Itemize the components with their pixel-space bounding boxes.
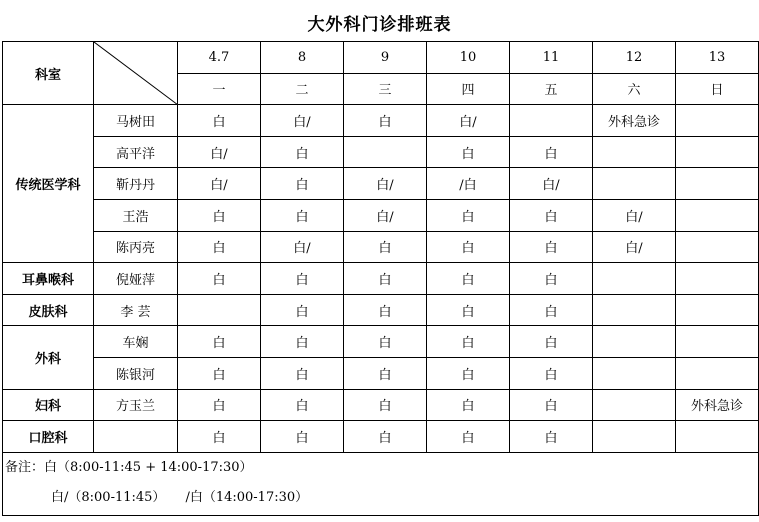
schedule-row xyxy=(3,326,759,358)
shift-cell: 白 xyxy=(344,357,427,389)
notes-cell xyxy=(3,452,759,515)
shift-cell: 白 xyxy=(344,105,427,137)
page-title: 大外科门诊排班表 xyxy=(307,15,452,35)
schedule-row xyxy=(3,199,759,231)
shift-cell xyxy=(676,294,759,326)
shift-cell: 白 xyxy=(427,357,510,389)
doctor-name-cell xyxy=(94,421,178,453)
date-header: 4.7 xyxy=(178,42,261,74)
shift-cell: 白 xyxy=(427,263,510,295)
doctor-name-cell: 高平洋 xyxy=(94,136,178,168)
note-label: 备注： xyxy=(5,459,45,475)
schedule-row xyxy=(3,231,759,263)
shift-cell: 白 xyxy=(344,326,427,358)
doctor-name-cell: 李 芸 xyxy=(94,294,178,326)
doctor-name-cell: 倪娅萍 xyxy=(94,263,178,295)
shift-cell: 白/ xyxy=(178,168,261,200)
shift-cell xyxy=(676,263,759,295)
shift-cell: 白 xyxy=(261,389,344,421)
doctor-name-cell: 方玉兰 xyxy=(94,389,178,421)
shift-cell: 白/ xyxy=(427,105,510,137)
note-morning: 白/（8:00-11:45） xyxy=(51,489,166,505)
shift-cell: 白 xyxy=(427,326,510,358)
shift-cell xyxy=(593,263,676,295)
weekday-header: 五 xyxy=(510,73,593,105)
shift-cell: 白 xyxy=(178,389,261,421)
department-cell: 妇科 xyxy=(3,389,94,421)
shift-cell: 白 xyxy=(344,294,427,326)
shift-cell xyxy=(676,168,759,200)
shift-cell: 白 xyxy=(261,294,344,326)
shift-cell: 白 xyxy=(178,421,261,453)
shift-cell: 白/ xyxy=(344,168,427,200)
shift-cell: 白 xyxy=(427,294,510,326)
notes-row xyxy=(3,452,759,515)
shift-cell xyxy=(676,105,759,137)
shift-cell: 白 xyxy=(261,326,344,358)
date-header: 8 xyxy=(261,42,344,74)
shift-cell xyxy=(593,294,676,326)
shift-cell: 白/ xyxy=(344,199,427,231)
weekday-header: 四 xyxy=(427,73,510,105)
shift-cell xyxy=(593,326,676,358)
shift-cell xyxy=(676,357,759,389)
weekday-header: 日 xyxy=(676,73,759,105)
weekday-header: 六 xyxy=(593,73,676,105)
shift-cell: 白 xyxy=(178,263,261,295)
doctor-name-cell: 陈丙亮 xyxy=(94,231,178,263)
shift-cell: 白/ xyxy=(261,231,344,263)
shift-cell: 白 xyxy=(510,294,593,326)
dept-header: 科室 xyxy=(3,42,94,105)
schedule-row xyxy=(3,357,759,389)
schedule-table xyxy=(2,41,759,516)
shift-cell: 白 xyxy=(510,421,593,453)
shift-cell: 白 xyxy=(427,199,510,231)
shift-cell: 白/ xyxy=(510,168,593,200)
shift-cell: 白 xyxy=(178,326,261,358)
shift-cell xyxy=(344,136,427,168)
shift-cell: 白 xyxy=(427,231,510,263)
note-line-1 xyxy=(3,453,758,483)
shift-cell xyxy=(676,231,759,263)
weekday-header: 三 xyxy=(344,73,427,105)
department-cell: 传统医学科 xyxy=(3,105,94,263)
shift-cell xyxy=(676,199,759,231)
shift-cell: 白 xyxy=(178,199,261,231)
shift-cell: 白 xyxy=(178,231,261,263)
department-cell: 口腔科 xyxy=(3,421,94,453)
shift-cell: 白 xyxy=(510,263,593,295)
doctor-name-cell: 靳丹丹 xyxy=(94,168,178,200)
department-cell: 外科 xyxy=(3,326,94,389)
department-cell: 耳鼻喉科 xyxy=(3,263,94,295)
header-row-dates xyxy=(3,42,759,74)
schedule-row xyxy=(3,421,759,453)
weekday-header: 一 xyxy=(178,73,261,105)
schedule-row xyxy=(3,136,759,168)
shift-cell: 白 xyxy=(510,199,593,231)
note-afternoon: /白（14:00-17:30） xyxy=(185,489,309,505)
note-line-2 xyxy=(3,483,758,515)
shift-cell xyxy=(593,389,676,421)
schedule-row xyxy=(3,105,759,137)
shift-cell: 白 xyxy=(344,421,427,453)
shift-cell: 白 xyxy=(427,421,510,453)
doctor-name-cell: 车娴 xyxy=(94,326,178,358)
shift-cell: 白 xyxy=(261,136,344,168)
shift-cell: 白/ xyxy=(593,199,676,231)
date-header: 11 xyxy=(510,42,593,74)
shift-cell: 白/ xyxy=(593,231,676,263)
date-header: 10 xyxy=(427,42,510,74)
weekday-header: 二 xyxy=(261,73,344,105)
diagonal-line xyxy=(94,42,177,104)
shift-cell: 白 xyxy=(261,199,344,231)
shift-cell: 白 xyxy=(344,389,427,421)
shift-cell: 白 xyxy=(510,389,593,421)
shift-cell: 白 xyxy=(510,357,593,389)
date-header: 9 xyxy=(344,42,427,74)
note-full-day: 白（8:00-11:45 + 14:00-17:30） xyxy=(44,459,253,475)
department-cell: 皮肤科 xyxy=(3,294,94,326)
shift-cell: 白/ xyxy=(178,136,261,168)
shift-cell: 外科急诊 xyxy=(593,105,676,137)
shift-cell: 白/ xyxy=(261,105,344,137)
shift-cell: 白 xyxy=(261,421,344,453)
schedule-row xyxy=(3,168,759,200)
shift-cell: 白 xyxy=(510,231,593,263)
shift-cell xyxy=(593,357,676,389)
shift-cell: 白 xyxy=(427,389,510,421)
shift-cell: 白 xyxy=(261,263,344,295)
diagonal-header-cell xyxy=(94,42,178,105)
shift-cell xyxy=(593,421,676,453)
date-header: 13 xyxy=(676,42,759,74)
doctor-name-cell: 王浩 xyxy=(94,199,178,231)
schedule-row xyxy=(3,294,759,326)
shift-cell: 白 xyxy=(510,326,593,358)
date-header: 12 xyxy=(593,42,676,74)
shift-cell: 白 xyxy=(261,168,344,200)
shift-cell xyxy=(510,105,593,137)
shift-cell xyxy=(676,136,759,168)
shift-cell xyxy=(593,136,676,168)
shift-cell: 白 xyxy=(178,105,261,137)
shift-cell: /白 xyxy=(427,168,510,200)
shift-cell xyxy=(593,168,676,200)
shift-cell: 白 xyxy=(178,357,261,389)
schedule-row xyxy=(3,263,759,295)
doctor-name-cell: 陈银河 xyxy=(94,357,178,389)
shift-cell: 白 xyxy=(510,136,593,168)
shift-cell xyxy=(676,326,759,358)
shift-cell xyxy=(676,421,759,453)
shift-cell: 外科急诊 xyxy=(676,389,759,421)
shift-cell: 白 xyxy=(427,136,510,168)
shift-cell: 白 xyxy=(344,263,427,295)
schedule-row xyxy=(3,389,759,421)
doctor-name-cell: 马树田 xyxy=(94,105,178,137)
shift-cell: 白 xyxy=(261,357,344,389)
shift-cell xyxy=(178,294,261,326)
shift-cell: 白 xyxy=(344,231,427,263)
